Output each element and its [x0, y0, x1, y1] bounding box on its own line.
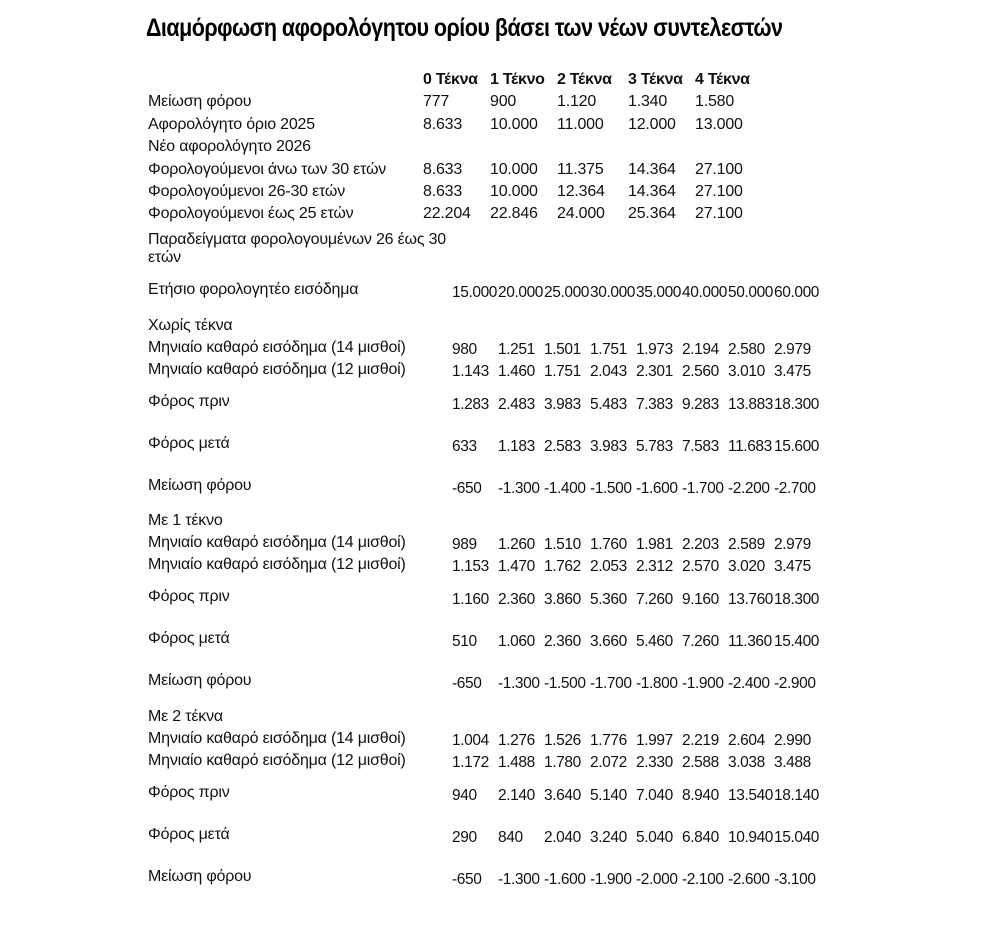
table-cell: 5.460: [636, 632, 673, 650]
table-row: [452, 353, 820, 389]
row-label: Φορολογούμενοι άνω των 30 ετών: [148, 161, 387, 178]
row-label: Μείωση φόρου: [148, 672, 252, 689]
row-label: Μείωση φόρου: [148, 477, 252, 494]
table-cell: 1.183: [498, 437, 535, 455]
table-cell: -2.400: [728, 674, 770, 692]
table-cell: 1.776: [590, 731, 627, 749]
column-header: 3 Τέκνα: [628, 71, 683, 88]
table-cell: 1.526: [544, 731, 581, 749]
section-heading: Παραδείγματα φορολογουμένων 26 έως 30 ετών: [148, 231, 446, 266]
table-row: [452, 861, 820, 897]
table-cell: 30.000: [590, 283, 636, 301]
table-cell: 7.260: [636, 590, 673, 608]
row-label: Φόρος μετά: [148, 826, 230, 843]
table-cell: 900: [490, 93, 517, 110]
table-cell: 22.204: [423, 205, 471, 222]
column-header: 1 Τέκνο: [490, 71, 545, 88]
table-cell: 5.040: [636, 828, 673, 846]
table-cell: -1.700: [682, 479, 724, 497]
table-cell: 5.483: [590, 395, 627, 413]
table-cell: 1.973: [636, 340, 673, 358]
table-cell: -3.100: [774, 870, 816, 888]
table-cell: 1.580: [695, 93, 735, 110]
row-label: Αφορολόγητο όριο 2025: [148, 116, 315, 133]
table-cell: 27.100: [695, 161, 743, 178]
table-cell: 1.470: [498, 557, 535, 575]
table-cell: 1.501: [544, 340, 581, 358]
table-cell: 11.000: [557, 116, 604, 133]
column-header: 0 Τέκνα: [423, 71, 478, 88]
table-cell: -1.500: [590, 479, 632, 497]
table-cell: -1.600: [636, 479, 678, 497]
table-cell: 50.000: [728, 283, 774, 301]
table-cell: 8.633: [423, 161, 463, 178]
table-cell: 3.038: [728, 753, 765, 771]
table-cell: 8.633: [423, 116, 463, 133]
table-cell: 1.143: [452, 362, 489, 380]
table-cell: 1.153: [452, 557, 489, 575]
table-cell: 3.010: [728, 362, 765, 380]
table-row: [452, 744, 820, 780]
table-cell: 2.040: [544, 828, 581, 846]
table-cell: 3.983: [590, 437, 627, 455]
table-cell: 9.283: [682, 395, 719, 413]
table-cell: -2.200: [728, 479, 770, 497]
table-cell: 2.043: [590, 362, 627, 380]
table-cell: 8.940: [682, 786, 719, 804]
table-cell: 3.475: [774, 362, 811, 380]
table-cell: 15.000: [452, 283, 498, 301]
table-cell: 7.383: [636, 395, 673, 413]
table-cell: 2.312: [636, 557, 673, 575]
table-cell: 10.000: [490, 183, 538, 200]
table-cell: 15.400: [774, 632, 820, 650]
table-cell: 3.860: [544, 590, 581, 608]
table-cell: 25.364: [628, 205, 676, 222]
income-row: [452, 274, 820, 310]
table-cell: 290: [452, 828, 477, 846]
table-row: [452, 819, 820, 855]
table-cell: 2.140: [498, 786, 535, 804]
row-label: Μηνιαίο καθαρό εισόδημα (12 μισθοί): [148, 752, 406, 769]
table-cell: 1.751: [544, 362, 581, 380]
table-cell: 8.633: [423, 183, 463, 200]
table-cell: 2.483: [498, 395, 535, 413]
table-row: [452, 470, 820, 506]
row-label: Φόρος πριν: [148, 588, 230, 605]
table-cell: 1.283: [452, 395, 489, 413]
table-cell: -650: [452, 870, 482, 888]
row-label: Μηνιαίο καθαρό εισόδημα (14 μισθοί): [148, 339, 406, 356]
table-cell: -1.900: [682, 674, 724, 692]
table-cell: 24.000: [557, 205, 605, 222]
table-cell: 10.000: [490, 116, 538, 133]
table-cell: 2.360: [498, 590, 535, 608]
table-cell: -1.300: [498, 479, 540, 497]
table-cell: -2.600: [728, 870, 770, 888]
table-cell: 2.990: [774, 731, 811, 749]
table-cell: 2.979: [774, 535, 811, 553]
table-cell: 1.172: [452, 753, 489, 771]
table-cell: 1.997: [636, 731, 673, 749]
table-cell: -1.600: [544, 870, 586, 888]
table-cell: 7.040: [636, 786, 673, 804]
table-cell: 1.780: [544, 753, 581, 771]
table-cell: 12.000: [628, 116, 676, 133]
table-cell: -1.300: [498, 870, 540, 888]
table-cell: 3.240: [590, 828, 627, 846]
table-cell: 9.160: [682, 590, 719, 608]
table-cell: 13.540: [728, 786, 774, 804]
table-cell: 2.072: [590, 753, 627, 771]
column-header: 4 Τέκνα: [695, 71, 750, 88]
table-cell: 1.510: [544, 535, 581, 553]
table-cell: 3.983: [544, 395, 581, 413]
row-label: Φόρος πριν: [148, 784, 230, 801]
table-cell: -650: [452, 674, 482, 692]
table-cell: 1.004: [452, 731, 489, 749]
table-cell: -1.800: [636, 674, 678, 692]
table-cell: 35.000: [636, 283, 682, 301]
table-cell: 3.488: [774, 753, 811, 771]
row-label: Μείωση φόρου: [148, 93, 252, 110]
table-cell: 1.260: [498, 535, 535, 553]
row-label: Μηνιαίο καθαρό εισόδημα (12 μισθοί): [148, 556, 406, 573]
table-row: [452, 665, 820, 701]
table-cell: 27.100: [695, 205, 743, 222]
table-cell: -1.400: [544, 479, 586, 497]
table-cell: 5.360: [590, 590, 627, 608]
table-cell: 25.000: [544, 283, 590, 301]
row-label: Μείωση φόρου: [148, 868, 252, 885]
table-row: [452, 777, 820, 813]
table-cell: 2.560: [682, 362, 719, 380]
table-cell: 18.140: [774, 786, 820, 804]
table-cell: 5.783: [636, 437, 673, 455]
row-label: Φόρος μετά: [148, 630, 230, 647]
table-cell: 1.060: [498, 632, 535, 650]
table-cell: 1.251: [498, 340, 535, 358]
row-label: Μηνιαίο καθαρό εισόδημα (14 μισθοί): [148, 534, 406, 551]
table-cell: 15.040: [774, 828, 820, 846]
table-cell: 1.276: [498, 731, 535, 749]
table-cell: 15.600: [774, 437, 820, 455]
table-cell: -2.100: [682, 870, 724, 888]
table-cell: 2.583: [544, 437, 581, 455]
table-cell: 980: [452, 340, 477, 358]
table-row: [452, 548, 820, 584]
row-label: Φόρος πριν: [148, 393, 230, 410]
table-cell: 2.604: [728, 731, 765, 749]
table-cell: 2.194: [682, 340, 719, 358]
row-label: Φόρος μετά: [148, 435, 230, 452]
table-cell: 14.364: [628, 183, 676, 200]
table-cell: 13.000: [695, 116, 743, 133]
table-cell: -2.900: [774, 674, 816, 692]
row-label: Ετήσιο φορολογητέο εισόδημα: [148, 281, 359, 298]
table-cell: -2.000: [636, 870, 678, 888]
group-heading: Με 2 τέκνα: [148, 708, 223, 725]
table-cell: 18.300: [774, 395, 820, 413]
row-label: Μηνιαίο καθαρό εισόδημα (14 μισθοί): [148, 730, 406, 747]
table-cell: 3.475: [774, 557, 811, 575]
table-cell: 2.203: [682, 535, 719, 553]
table-cell: 13.760: [728, 590, 774, 608]
group-heading: Με 1 τέκνο: [148, 512, 223, 529]
table-cell: 2.588: [682, 753, 719, 771]
table-cell: 510: [452, 632, 477, 650]
table-cell: 1.762: [544, 557, 581, 575]
table-cell: 1.488: [498, 753, 535, 771]
table-cell: 6.840: [682, 828, 719, 846]
table-cell: 11.360: [728, 632, 772, 650]
table-cell: 1.981: [636, 535, 673, 553]
table-cell: -1.900: [590, 870, 632, 888]
group-heading: Χωρίς τέκνα: [148, 317, 233, 334]
table-cell: 1.460: [498, 362, 535, 380]
table-row: [452, 428, 820, 464]
table-row: [452, 623, 820, 659]
table-cell: 1.751: [590, 340, 627, 358]
table-cell: 22.846: [490, 205, 538, 222]
table-cell: 2.330: [636, 753, 673, 771]
table-cell: 3.640: [544, 786, 581, 804]
table-cell: 2.580: [728, 340, 765, 358]
table-cell: 13.883: [728, 395, 774, 413]
table-cell: 633: [452, 437, 477, 455]
table-cell: 1.120: [557, 93, 597, 110]
table-cell: 7.583: [682, 437, 719, 455]
table-cell: 3.020: [728, 557, 765, 575]
table-row: [452, 386, 820, 422]
table-cell: -1.700: [590, 674, 632, 692]
table-cell: -1.300: [498, 674, 540, 692]
table-cell: 1.160: [452, 590, 489, 608]
table-row: [452, 581, 820, 617]
table-cell: 2.219: [682, 731, 719, 749]
row-label: Μηνιαίο καθαρό εισόδημα (12 μισθοί): [148, 361, 406, 378]
table-cell: 10.940: [728, 828, 774, 846]
table-cell: 1.340: [628, 93, 668, 110]
table-cell: 14.364: [628, 161, 676, 178]
table-cell: -1.500: [544, 674, 586, 692]
table-cell: -2.700: [774, 479, 816, 497]
table-cell: 11.683: [728, 437, 772, 455]
table-cell: 840: [498, 828, 523, 846]
table-cell: 940: [452, 786, 477, 804]
table-cell: 18.300: [774, 590, 820, 608]
table-cell: 2.053: [590, 557, 627, 575]
row-label: Φορολογούμενοι έως 25 ετών: [148, 205, 354, 222]
column-header: 2 Τέκνα: [557, 71, 612, 88]
table-cell: 1.760: [590, 535, 627, 553]
table-cell: 60.000: [774, 283, 820, 301]
row-label: Νέο αφορολόγητο 2026: [148, 138, 311, 155]
table-cell: 2.589: [728, 535, 765, 553]
table-cell: 27.100: [695, 183, 743, 200]
table-cell: 2.979: [774, 340, 811, 358]
row-label: Φορολογούμενοι 26-30 ετών: [148, 183, 346, 200]
table-cell: 989: [452, 535, 477, 553]
table-cell: 3.660: [590, 632, 627, 650]
table-cell: 12.364: [557, 183, 605, 200]
page-title: Διαμόρφωση αφορολόγητου ορίου βάσει των νέων συντελεστών: [146, 14, 783, 42]
table-cell: 7.260: [682, 632, 719, 650]
table-cell: 777: [423, 93, 450, 110]
table-cell: 10.000: [490, 161, 538, 178]
table-cell: 2.570: [682, 557, 719, 575]
table-cell: -650: [452, 479, 482, 497]
table-cell: 5.140: [590, 786, 627, 804]
table-cell: 11.375: [557, 161, 604, 178]
table-cell: 2.360: [544, 632, 581, 650]
table-cell: 20.000: [498, 283, 544, 301]
table-cell: 40.000: [682, 283, 728, 301]
table-cell: 2.301: [636, 362, 673, 380]
